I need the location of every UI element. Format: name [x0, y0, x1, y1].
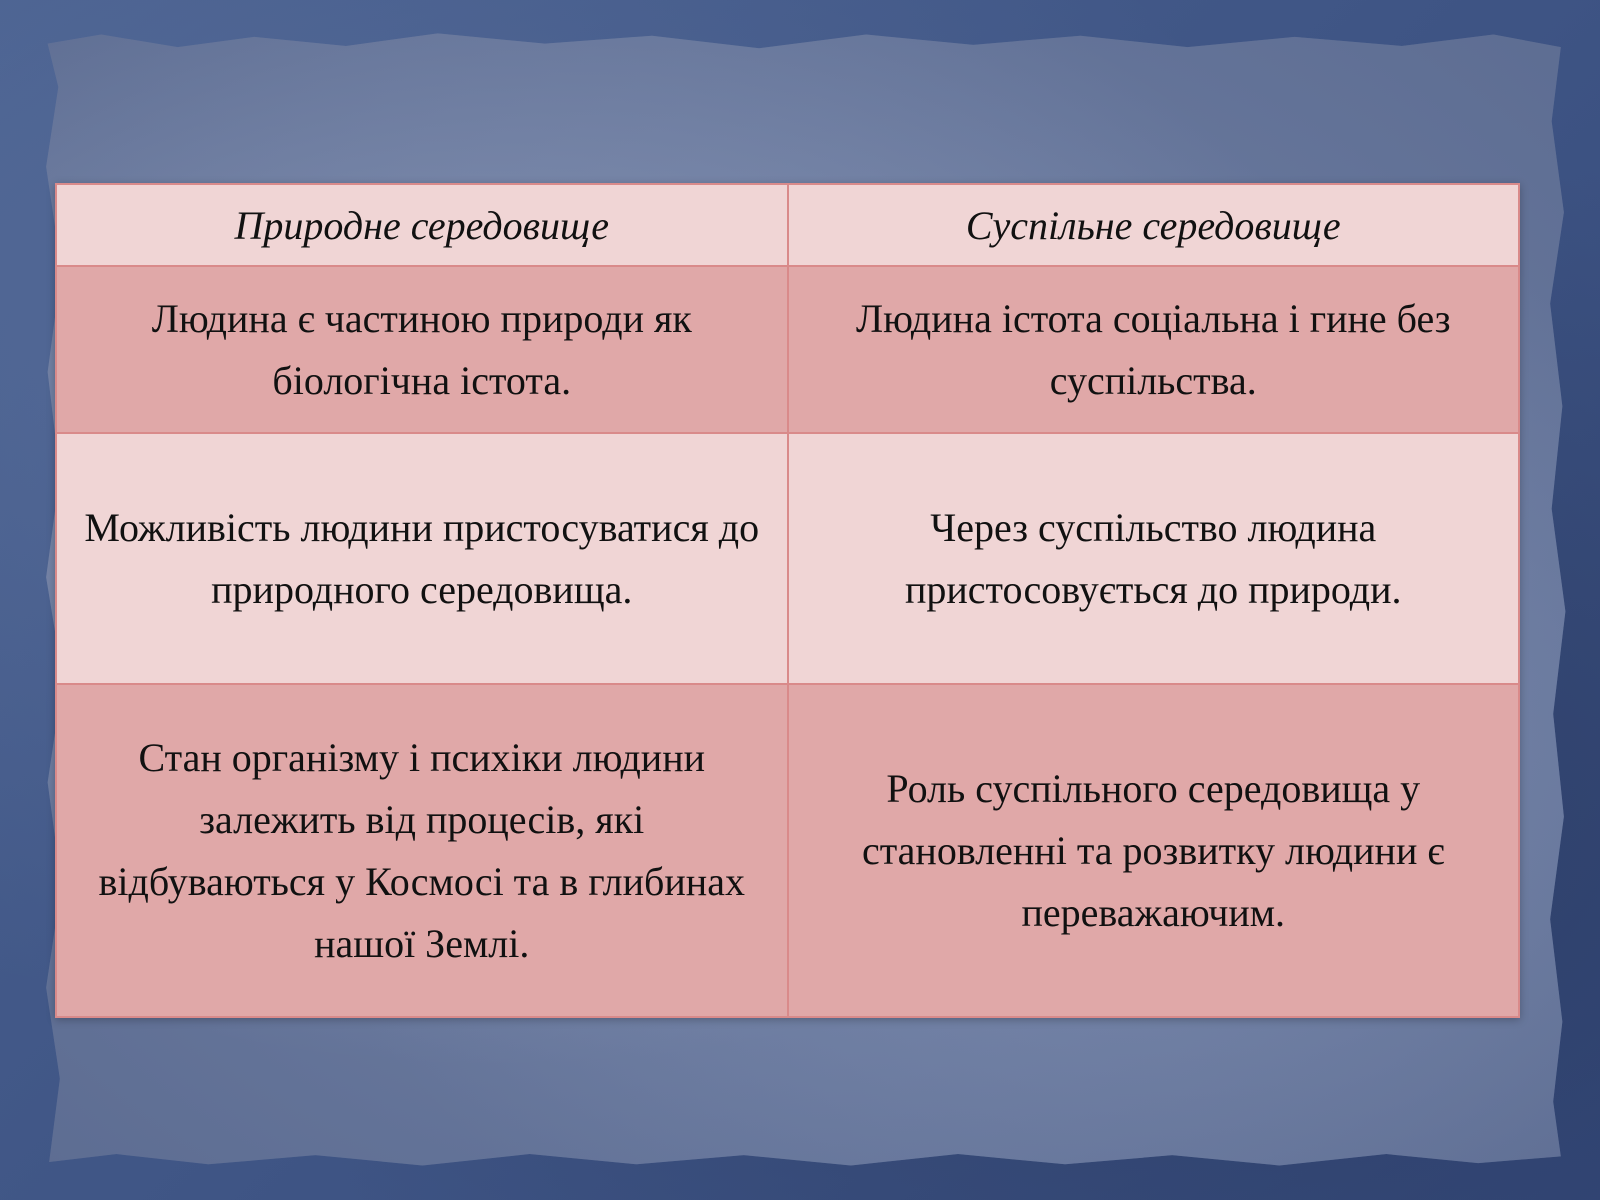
comparison-table-container — [55, 183, 1520, 1018]
cell-text: Стан організму і психіки людини залежить від процесів, які відбуваються у Космосі та в глибинах нашої Землі. — [98, 734, 745, 966]
cell-natural — [56, 266, 788, 433]
cell-natural — [56, 684, 788, 1017]
cell-social — [788, 266, 1520, 433]
cell-social — [788, 684, 1520, 1017]
table-header — [56, 184, 1519, 266]
cell-text: Можливість людини пристосуватися до природного середовища. — [84, 504, 760, 612]
table-row — [56, 684, 1519, 1017]
cell-text: Роль суспільного середовища у становленні та розвитку людини є переважаючим. — [861, 765, 1445, 935]
cell-text: Людина істота соціальна і гине без суспільства. — [855, 295, 1451, 403]
cell-text: Через суспільство людина пристосовується до природи. — [904, 504, 1402, 612]
comparison-table — [55, 183, 1520, 1018]
table-row — [56, 266, 1519, 433]
header-natural-environment: Природне середовище — [56, 184, 788, 266]
header-social-environment: Суспільне середовище — [788, 184, 1520, 266]
cell-text: Людина є частиною природи як біологічна істота. — [151, 295, 692, 403]
cell-natural — [56, 433, 788, 684]
cell-social — [788, 433, 1520, 684]
table-row — [56, 433, 1519, 684]
table-body — [56, 266, 1519, 1017]
header-row — [56, 184, 1519, 266]
